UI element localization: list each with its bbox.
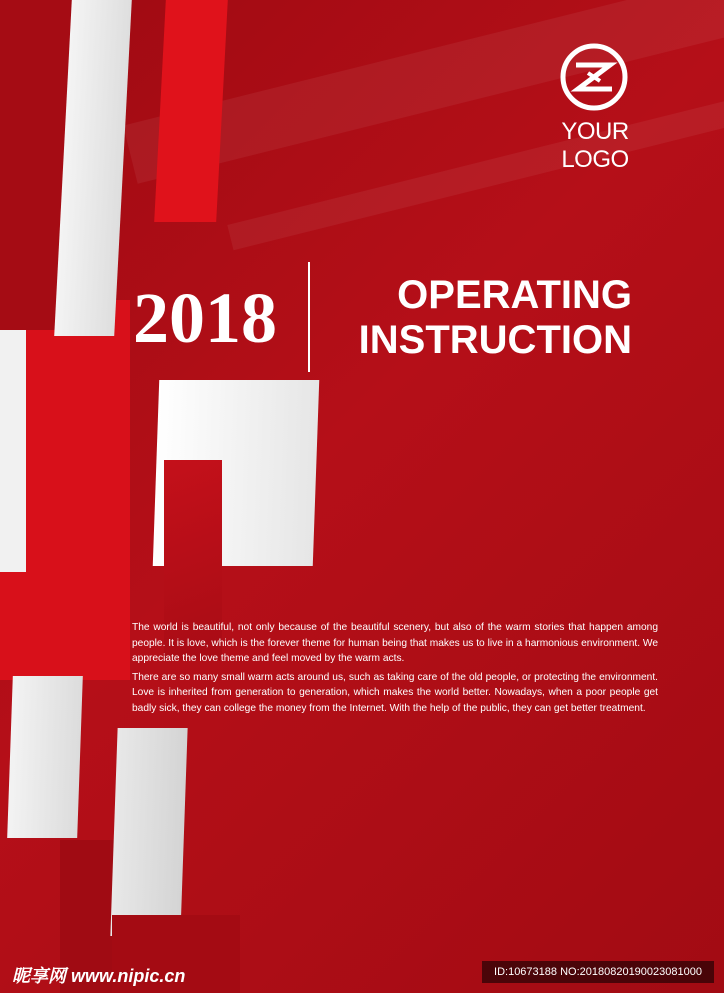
white-bar-lower-left <box>7 676 83 838</box>
watermark-site: 昵享网 www.nipic.cn <box>12 966 186 986</box>
watermark-id: ID:10673188 NO:20180820190023081000 <box>482 961 714 983</box>
red-bar-top <box>154 0 228 222</box>
white-bar-left-edge <box>0 330 26 572</box>
title-divider <box>308 262 310 372</box>
white-bar-lower-center <box>110 728 187 936</box>
body-paragraph-1: The world is beautiful, not only because of the beautiful scenery, but also of the warm stories that happen among people. It is love, which is the forever theme for human being that makes us to live in a harmonious environment. We appreciate the love theme and feel moved by the warm acts. <box>132 622 658 664</box>
logo-text: YOUR LOGO <box>561 118 629 173</box>
body-text <box>132 620 658 719</box>
body-paragraph-2: There are so many small warm acts around us, such as taking care of the old people, or protecting the environment. Love is inherited from generation to generation, which makes the world better. Nowadays, when a poor people get badly sick, they can college the money from the Internet. With the help of the public, they can get better treatment. <box>132 671 658 714</box>
title-line-1: OPERATING <box>397 273 632 317</box>
document-title <box>330 273 632 363</box>
logo-icon <box>560 43 628 111</box>
year-heading: 2018 <box>133 278 277 358</box>
title-line-2: INSTRUCTION <box>358 318 632 362</box>
